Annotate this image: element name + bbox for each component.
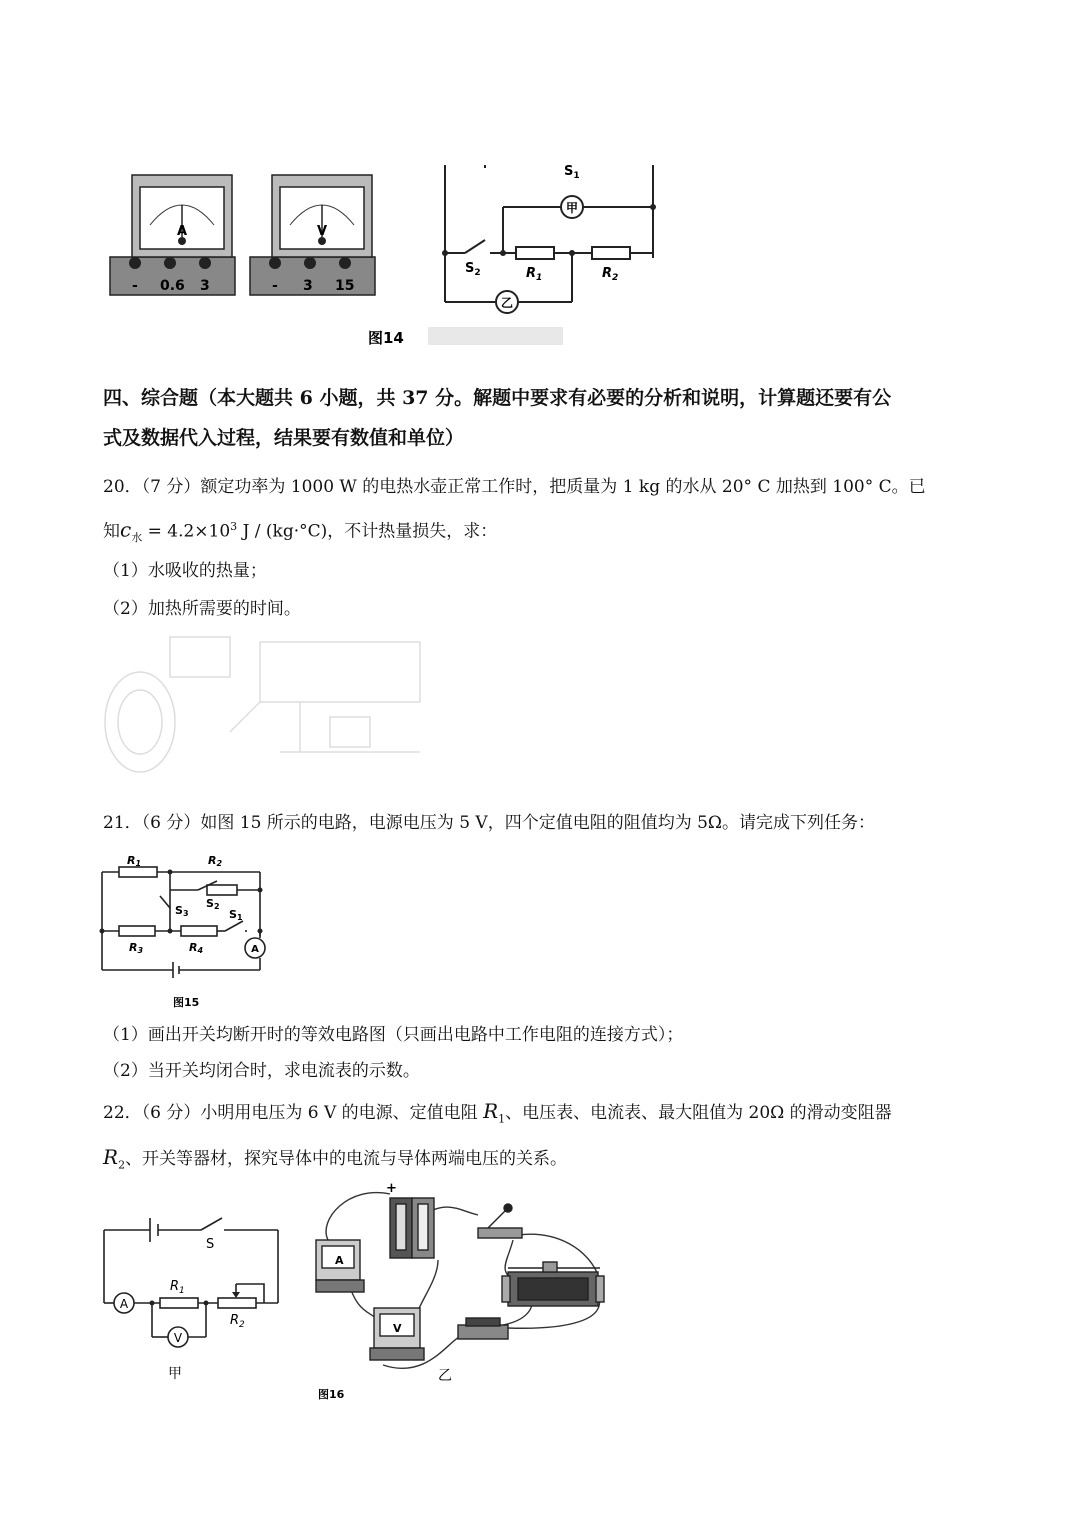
section-4-heading-line2: 式及数据代入过程，结果要有数值和单位） (103, 427, 465, 449)
q20-line1: 20．（7 分）额定功率为 1000 W 的电热水壶正常工作时，把质量为 1 kg 的水从 20° C 加热到 100° C。已 (103, 477, 926, 497)
label-r1: $R_1$ (526, 266, 543, 283)
faded-figure-svg (100, 632, 435, 782)
q22-line2: $R_2$、开关等器材，探究导体中的电流与导体两端电压的关系。 (103, 1145, 568, 1172)
fig16-jia-voltmeter-v: V (173, 1331, 183, 1345)
label-r2: $R_2$ (602, 266, 619, 283)
figure-14-svg (100, 165, 680, 355)
figure-14-caption: 图14 (368, 329, 404, 347)
fig16-yi-voltmeter-v: V (393, 1322, 402, 1335)
label-yi: 乙 (501, 296, 514, 310)
switch-icon (478, 1204, 522, 1238)
q20-part1: （1）水吸收的热量； (103, 561, 267, 581)
fig15-label-r4: R4 (189, 941, 204, 955)
faded-figure-image (100, 632, 435, 782)
q21-part1: （1）画出开关均断开时的等效电路图（只画出电路中工作电阻的连接方式）； (103, 1025, 684, 1045)
q20-line2: 知$c_水 = 4.2\times 10^3$ J / (kg·°C)，不计热量损失，求： (103, 517, 498, 545)
section-4-heading-line1: 四、综合题（本大题共 6 小题，共 37 分。解题中要求有必要的分析和说明，计算题还要有公 (103, 387, 892, 409)
voltmeter-terminal-3: 3 (303, 278, 313, 294)
figure-16-jia (98, 1210, 288, 1390)
q21-part2: （2）当开关均闭合时，求电流表的示数。 (103, 1061, 420, 1081)
ammeter-terminal-neg: - (132, 278, 138, 294)
voltmeter-terminal-15: 15 (335, 278, 355, 294)
q21-line1: 21．（6 分）如图 15 所示的电路，电源电压为 5 V，四个定值电阻的阻值均为 5Ω。请完成下列任务： (103, 813, 876, 833)
figure-14 (100, 165, 680, 355)
figure-15-svg (95, 848, 280, 1013)
resistor-icon (458, 1318, 508, 1339)
fig16-jia-label: 甲 (168, 1366, 182, 1382)
rheostat-icon (502, 1262, 604, 1306)
fig16-yi-label: 乙 (438, 1368, 452, 1384)
voltmeter-glyph: V (316, 224, 328, 239)
fig16-jia-label-s: S (206, 1237, 215, 1252)
label-s1: $S_1$ (564, 165, 580, 181)
q20-part2: （2）加热所需要的时间。 (103, 599, 301, 619)
figure-16-yi-svg (308, 1180, 618, 1400)
q22-line1: 22．（6 分）小明用电压为 6 V 的电源、定值电阻 $R_1$、电压表、电流表、最大阻值为 20Ω 的滑动变阻器 (103, 1099, 892, 1126)
ammeter-terminal-3: 3 (200, 278, 210, 294)
fig15-ammeter-a: A (251, 944, 259, 955)
fig15-label-s1: S1 (229, 908, 243, 922)
figure-16-yi (308, 1180, 618, 1400)
fig15-label-s3: S3 (175, 904, 189, 918)
circuit-14 (445, 165, 653, 313)
figure-16-caption: 图16 (318, 1388, 345, 1400)
fig16-yi-ammeter-a: A (335, 1254, 344, 1267)
figure-16-jia-svg (98, 1210, 288, 1390)
fig15-label-s2: S2 (206, 897, 220, 911)
label-jia: 甲 (566, 201, 579, 215)
fig16-yi-plus: + (386, 1181, 397, 1196)
fig15-label-r3: R3 (129, 941, 144, 955)
ammeter-icon (110, 175, 235, 295)
ammeter-terminal-06: 0.6 (160, 278, 185, 294)
figure-15 (95, 848, 280, 1013)
label-s2: $S_2$ (465, 261, 481, 278)
fig15-label-r2: R2 (208, 854, 223, 868)
fig16-jia-label-r1: $R_1$ (170, 1279, 185, 1296)
fig16-jia-label-r2: $R_2$ (230, 1313, 245, 1330)
voltmeter-icon (250, 175, 375, 295)
fig15-label-r1: R1 (127, 854, 142, 868)
battery-icon (390, 1198, 434, 1258)
ammeter-glyph: A (176, 224, 188, 239)
fig16-jia-ammeter-a: A (119, 1297, 129, 1311)
voltmeter-terminal-neg: - (272, 278, 278, 294)
figure-15-caption: 图15 (173, 996, 200, 1009)
